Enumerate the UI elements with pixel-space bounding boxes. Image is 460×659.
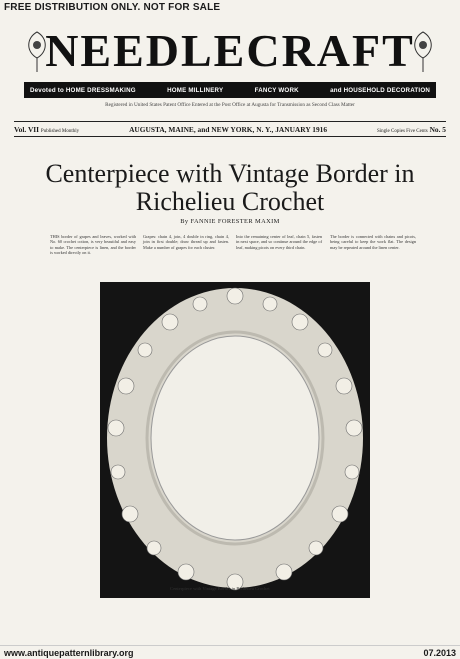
banner-item: FANCY WORK — [254, 86, 299, 94]
title-line: Richelieu Crochet — [135, 187, 325, 216]
masthead-banner — [24, 82, 436, 98]
centerpiece-photo — [100, 282, 370, 598]
banner-item: HOME MILLINERY — [167, 86, 224, 94]
body-column-3: Into the remaining center of leaf, chain 5, fasten in next space, and so continue around the edge of leaf, making picots on every third chain. — [236, 234, 322, 250]
banner-item: Devoted to HOME DRESSMAKING — [30, 86, 136, 94]
masthead — [14, 18, 446, 114]
price: Single Copies Five Cents — [377, 128, 428, 134]
scan-date: 07.2013 — [423, 647, 456, 658]
article-title — [0, 160, 460, 216]
magazine-title: NEEDLECRAFT — [45, 25, 415, 76]
photo-caption: Centerpiece with Vintage Border in Richelieu Crochet — [170, 586, 270, 591]
banner-item: and HOUSEHOLD DECORATION — [330, 86, 430, 94]
body-column-4: The border is connected with chains and picots, being careful to keep the work flat. The design may be repeated around the linen center. — [330, 234, 416, 250]
frequency: Published Monthly — [40, 128, 80, 134]
registration-note: Registered in United States Patent Office Entered at the Post Office at Augusta for Transmission as Second Class Matter — [105, 102, 355, 108]
body-column-2: Grapes: chain 4, join, 4 double in ring, chain 4, join in first double; draw thread up and fasten. Make a number of grapes for each cluster. — [143, 234, 229, 250]
footer-bar — [0, 645, 460, 659]
volume: Vol. VII — [14, 124, 40, 134]
byline: By FANNIE FORESTER MAXIM — [180, 218, 280, 225]
issue-number: No. 5 — [429, 124, 446, 134]
distribution-notice: FREE DISTRIBUTION ONLY. NOT FOR SALE — [4, 2, 221, 13]
body-column-1: THIS border of grapes and leaves, worked with No. 60 crochet cotton, is very beautiful and easy to make. The centerpiece is linen, and the border is worked directly on it. — [50, 234, 136, 256]
title-line: Centerpiece with Vintage Border in — [45, 159, 415, 188]
place-date: AUGUSTA, MAINE, and NEW YORK, N. Y., JANUARY 1916 — [129, 124, 328, 134]
issue-line — [14, 121, 446, 137]
site-url[interactable]: www.antiquepatternlibrary.org — [4, 647, 134, 658]
